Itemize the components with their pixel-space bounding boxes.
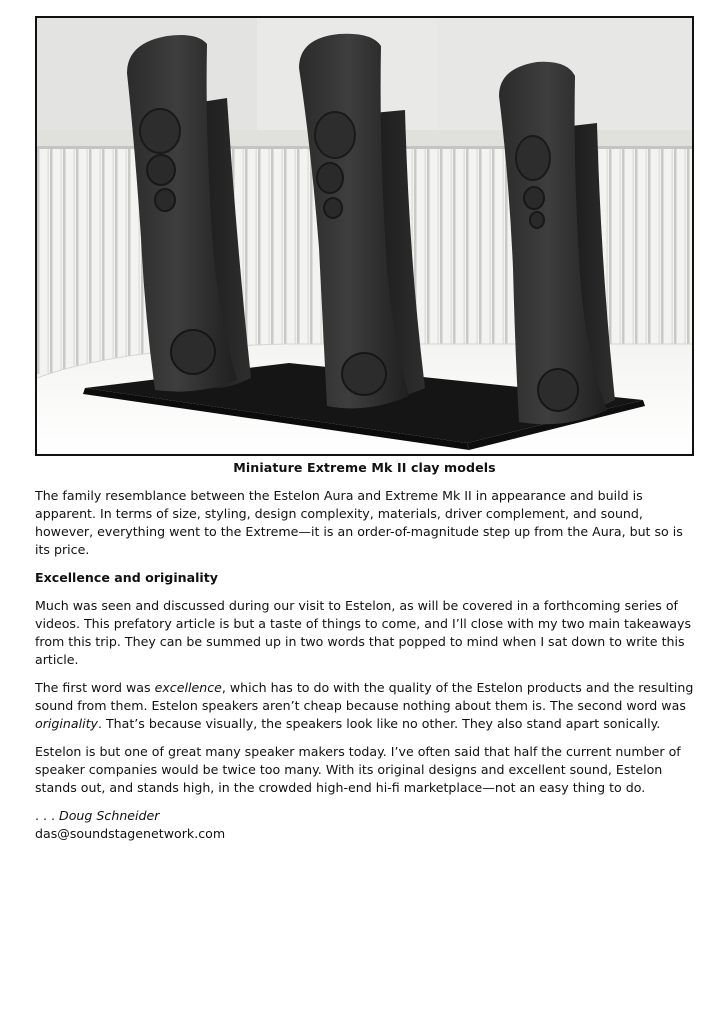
section-heading: Excellence and originality — [35, 570, 218, 585]
emphasis-originality: originality — [35, 716, 98, 731]
text-segment: The first word was — [35, 680, 155, 695]
emphasis-excellence: excellence — [154, 680, 222, 695]
signature — [35, 807, 694, 825]
paragraph-visit: Much was seen and discussed during our visit to Estelon, as will be covered in a forthcoming series of videos. This prefatory article is but a taste of things to come, and I’ll close with my two main takeaways from this trip. They can be summed up in two words that popped to mind when I sat down to write this article. — [35, 598, 691, 667]
author-email[interactable]: das@soundstagenetwork.com — [35, 826, 226, 841]
signature-prefix: . . . — [35, 808, 60, 823]
paragraph-takeaways — [35, 679, 694, 733]
paragraph-closing: Estelon is but one of great many speaker makers today. I’ve often said that half the current number of speaker companies would be twice too many. With its original designs and excellent sound, Estelon stands out, and stands high, in the crowded high-end hi-fi marketplace—not an easy thing to do. — [35, 744, 681, 795]
author-name: Doug Schneider — [59, 808, 160, 823]
text-segment: . That’s because visually, the speakers look like no other. They also stand apart sonically. — [97, 716, 661, 731]
figure-caption: Miniature Extreme Mk II clay models — [233, 460, 496, 475]
paragraph-intro: The family resemblance between the Estelon Aura and Extreme Mk II in appearance and build is apparent. In terms of size, styling, design complexity, materials, driver complement, and sound, however, everything went to the Extreme—it is an order-of-magnitude step up from the Aura, but so is its price. — [35, 488, 683, 557]
article-page — [35, 16, 694, 843]
clay-models-photo — [35, 16, 694, 456]
text-segment: , which has to do with the quality of the Estelon products and the resulting sound from them. Estelon speakers aren’t cheap because nothing about them is. The second word was — [35, 680, 694, 713]
